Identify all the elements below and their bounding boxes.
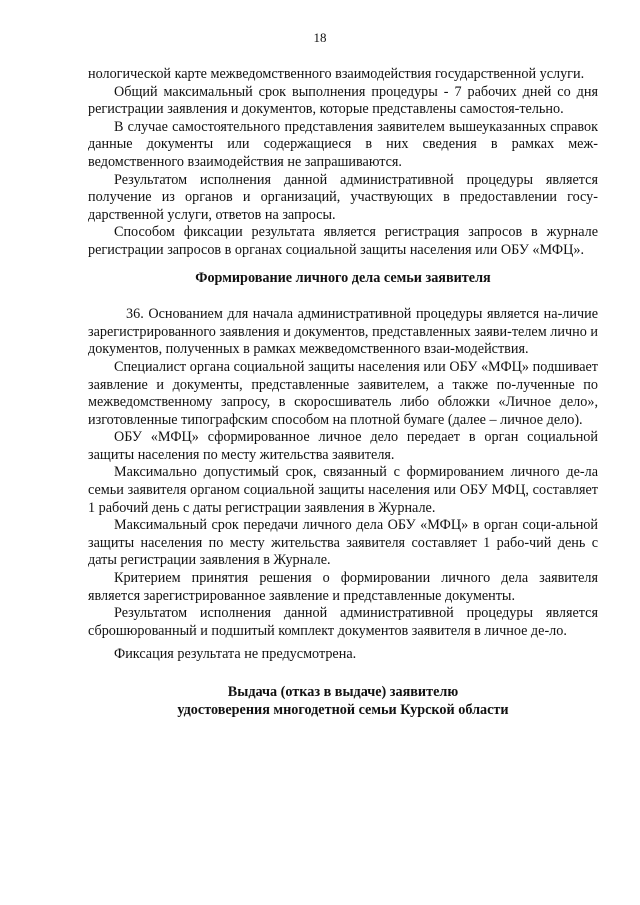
paragraph-self-submission: В случае самостоятельного представления заявителем вышеуказанных справок данные документы или содержащиеся в них сведения в рамках меж-ведомственного взаимодействия не запрашиваются. [88,118,598,170]
paragraph-max-allowed-term: Максимально допустимый срок, связанный с формированием личного де-ла семьи заявителя органом социальной защиты населения или ОБУ МФЦ, составляет 1 рабочий день с даты регистрации заявления в Журнале. [88,464,598,516]
paragraph-mfc-transfer: ОБУ «МФЦ» сформированное личное дело передает в орган социальной защиты населения по месту жительства заявителя. [88,429,598,463]
paragraph-fixation: Способом фиксации результата является регистрация запросов в журнале регистрации запросов в органах социальной защиты населения или ОБУ «МФЦ». [88,224,598,258]
section-heading-certificate-line1: Выдача (отказ в выдаче) заявителю [227,684,459,700]
paragraph-item-36: 36. Основанием для начала административной процедуры является на-личие зарегистрированного заявления и документов, представленных заяви-телем лично и документов, полученных в рамках межведомственного взаи-модействия. [88,306,598,358]
section-heading-personal-file: Формирование личного дела семьи заявителя [195,269,491,286]
paragraph-specialist: Специалист органа социальной защиты населения или ОБУ «МФЦ» подшивает заявление и документы, представленные заявителем, а также по-лученные по межведомственному запросу, в скоросшиватель либо обложки «Личное дело», изготовленные типографским способом на плотной бумаге (далее – личное дело). [88,358,598,428]
section-heading-certificate-line2: удостоверения многодетной семьи Курской области [177,701,509,718]
paragraph-continuation: нологической карте межведомственного взаимодействия государственной услуги. [88,66,585,82]
page-number: 18 [313,30,327,45]
document-body [88,66,598,719]
paragraph-procedure-result: Результатом исполнения данной административной процедуры является сброшюрованный и подшитый комплект документов заявителя в личное де-ло. [88,605,598,639]
paragraph-max-term: Общий максимальный срок выполнения процедуры - 7 рабочих дней со дня регистрации заявления и документов, которые представлены самостоя-тельно. [88,83,598,118]
paragraph-criterion: Критерием принятия решения о формировании личного дела заявителя является зарегистрированное заявление и представленные документы. [88,570,598,604]
paragraph-max-transfer-term: Максимальный срок передачи личного дела ОБУ «МФЦ» в орган соци-альной защиты населения по месту жительства заявителя составляет 1 рабо-чий день с даты регистрации заявления в Журнале. [88,517,598,569]
paragraph-no-fixation: Фиксация результата не предусмотрена. [114,646,357,663]
paragraph-result: Результатом исполнения данной административной процедуры является получение из органов и организаций, участвующих в предоставлении госу-дарственной услуги, ответов на запросы. [88,171,598,223]
